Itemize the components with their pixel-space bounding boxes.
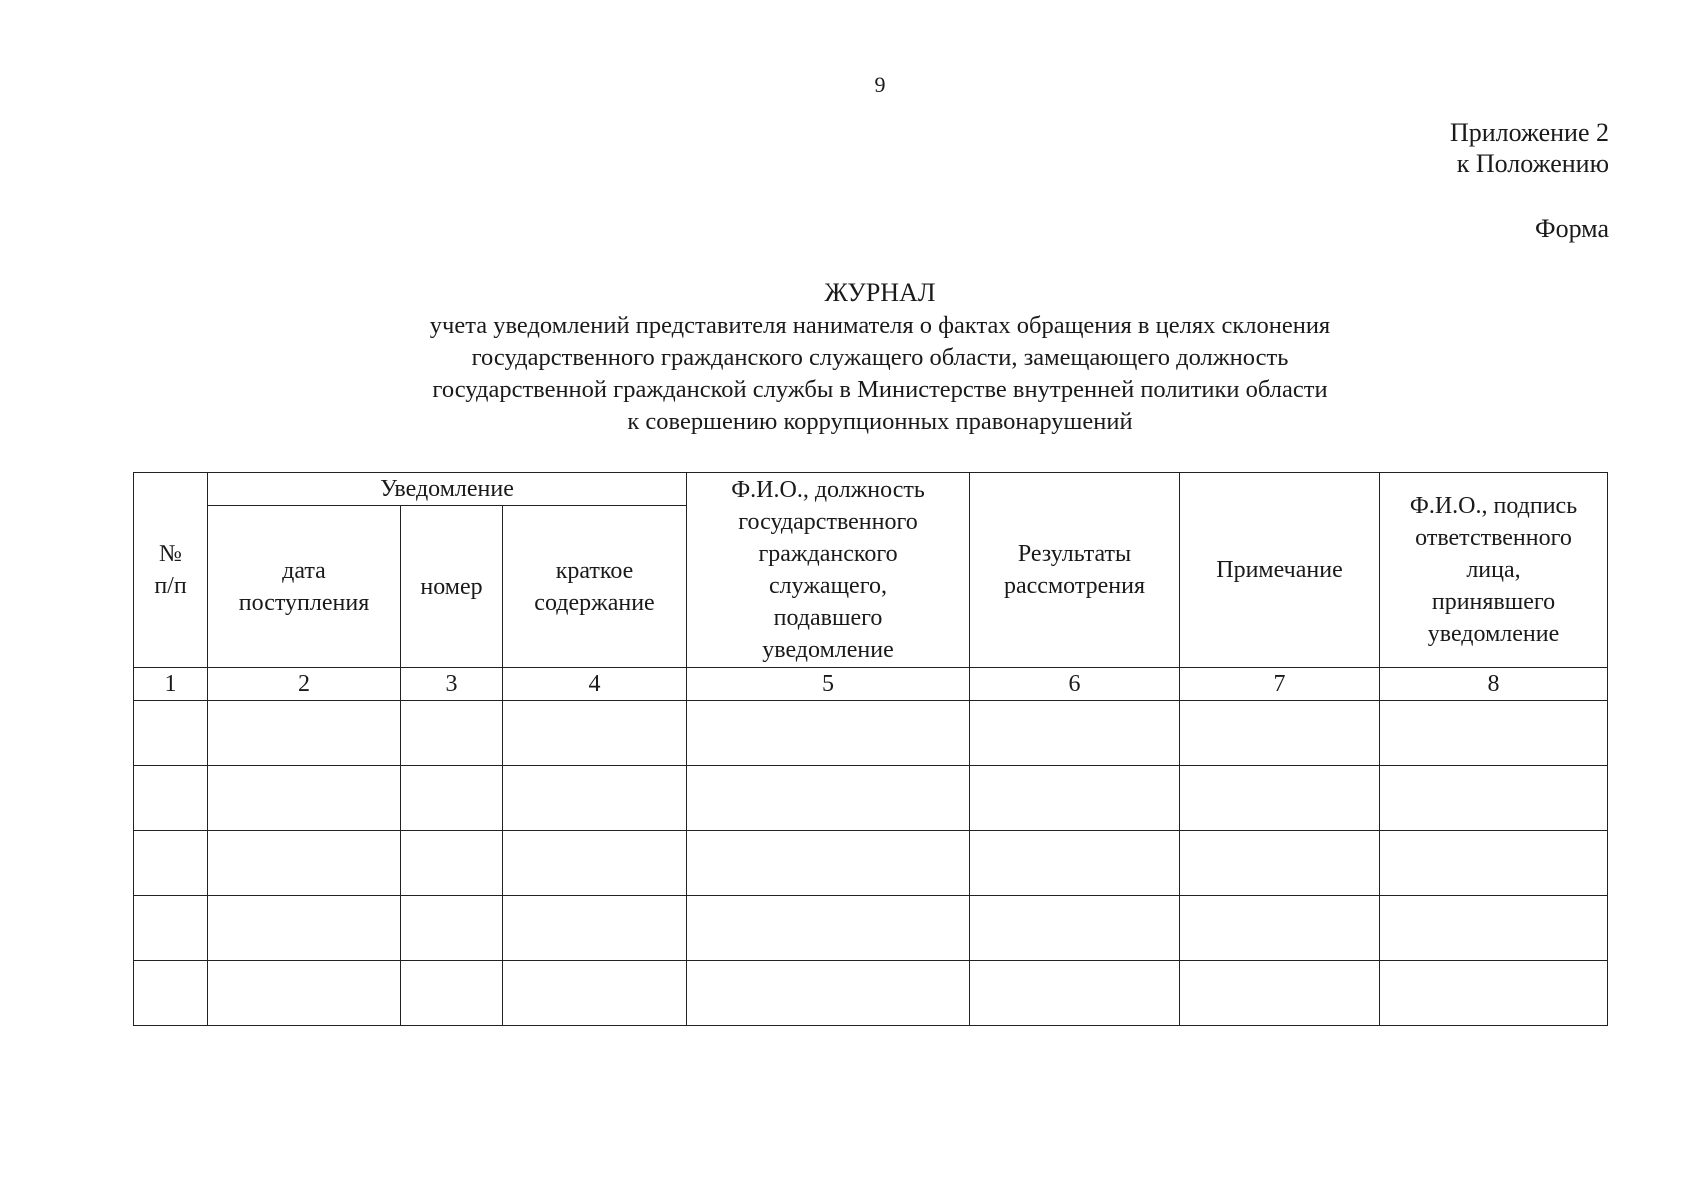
header-notification-group: Уведомление — [208, 473, 687, 506]
table-cell — [970, 701, 1180, 766]
header-date — [208, 506, 401, 668]
table-cell — [687, 701, 970, 766]
header-responsible — [1380, 473, 1608, 668]
header-text: Результаты — [1017, 541, 1132, 567]
table-cell — [401, 831, 503, 896]
header-summary — [503, 506, 687, 668]
header-results — [970, 473, 1180, 668]
table-cell — [687, 896, 970, 961]
table-row — [134, 766, 1608, 831]
column-number: 7 — [1180, 668, 1380, 701]
table-cell — [503, 961, 687, 1026]
table-cell — [208, 961, 401, 1026]
table-row — [134, 831, 1608, 896]
table-cell — [1380, 831, 1608, 896]
header-text: служащего, — [769, 573, 887, 599]
table-cell — [1180, 766, 1380, 831]
table-cell — [1180, 961, 1380, 1026]
header-text: Ф.И.О., подпись — [1409, 493, 1578, 519]
table-cell — [1180, 701, 1380, 766]
journal-table — [133, 472, 1608, 1026]
table-cell — [503, 896, 687, 961]
column-number-row — [134, 668, 1608, 701]
header-text: Ф.И.О., должность — [731, 477, 925, 503]
header-fio-employee — [687, 473, 970, 668]
table-cell — [401, 961, 503, 1026]
appendix-note — [1450, 117, 1609, 179]
table-cell — [208, 766, 401, 831]
table-cell — [970, 831, 1180, 896]
table-cell — [970, 766, 1180, 831]
table-cell — [503, 831, 687, 896]
table-cell — [208, 701, 401, 766]
table-cell — [687, 766, 970, 831]
column-number: 6 — [970, 668, 1180, 701]
header-text: содержание — [534, 589, 655, 616]
table-cell — [687, 961, 970, 1026]
table-cell — [970, 961, 1180, 1026]
table-row — [134, 701, 1608, 766]
header-text: лица, — [1466, 557, 1521, 583]
header-text: дата — [282, 557, 326, 584]
column-number: 1 — [134, 668, 208, 701]
column-number: 2 — [208, 668, 401, 701]
table-cell — [134, 896, 208, 961]
table-cell — [208, 896, 401, 961]
header-reg-number: номер — [401, 506, 503, 668]
header-text: ответственного — [1415, 525, 1572, 551]
appendix-line: к Положению — [1456, 149, 1609, 178]
header-text: уведомление — [762, 637, 894, 663]
table-cell — [401, 701, 503, 766]
table-cell — [1380, 961, 1608, 1026]
table-cell — [1380, 701, 1608, 766]
form-label: Форма — [1535, 214, 1609, 243]
table-cell — [134, 766, 208, 831]
table-cell — [134, 831, 208, 896]
subtitle-line: государственного гражданского служащего области, замещающего должность — [471, 344, 1289, 371]
column-number: 5 — [687, 668, 970, 701]
table-cell — [1380, 766, 1608, 831]
table-cell — [503, 701, 687, 766]
table-cell — [401, 766, 503, 831]
header-text: государственного — [738, 509, 918, 535]
table-cell — [1180, 831, 1380, 896]
header-text: п/п — [154, 573, 187, 599]
table-cell — [134, 961, 208, 1026]
header-text: принявшего — [1431, 589, 1556, 615]
table-row — [134, 961, 1608, 1026]
table-cell — [401, 896, 503, 961]
header-text: краткое — [555, 557, 634, 584]
header-text: подавшего — [773, 605, 883, 631]
table-cell — [503, 766, 687, 831]
subtitle-line: к совершению коррупционных правонарушений — [627, 408, 1133, 435]
table-cell — [1180, 896, 1380, 961]
page-number: 9 — [874, 72, 886, 97]
subtitle-line: государственной гражданской службы в Министерстве внутренней политики области — [432, 376, 1328, 403]
appendix-line: Приложение 2 — [1449, 118, 1609, 147]
table-cell — [134, 701, 208, 766]
table-row — [134, 896, 1608, 961]
header-text: поступления — [238, 589, 370, 616]
subtitle-line: учета уведомлений представителя нанимателя о фактах обращения в целях склонения — [429, 312, 1331, 339]
header-text: гражданского — [758, 541, 898, 567]
header-number — [134, 473, 208, 668]
column-number: 8 — [1380, 668, 1608, 701]
table-cell — [1380, 896, 1608, 961]
document-title: ЖУРНАЛ — [824, 278, 936, 307]
header-text: № — [159, 541, 182, 567]
header-text: рассмотрения — [1004, 573, 1145, 599]
header-text: уведомление — [1427, 621, 1560, 647]
column-number: 3 — [401, 668, 503, 701]
column-number: 4 — [503, 668, 687, 701]
document-subtitle — [330, 310, 1430, 438]
header-note: Примечание — [1180, 473, 1380, 668]
table-cell — [208, 831, 401, 896]
table-cell — [687, 831, 970, 896]
table-cell — [970, 896, 1180, 961]
